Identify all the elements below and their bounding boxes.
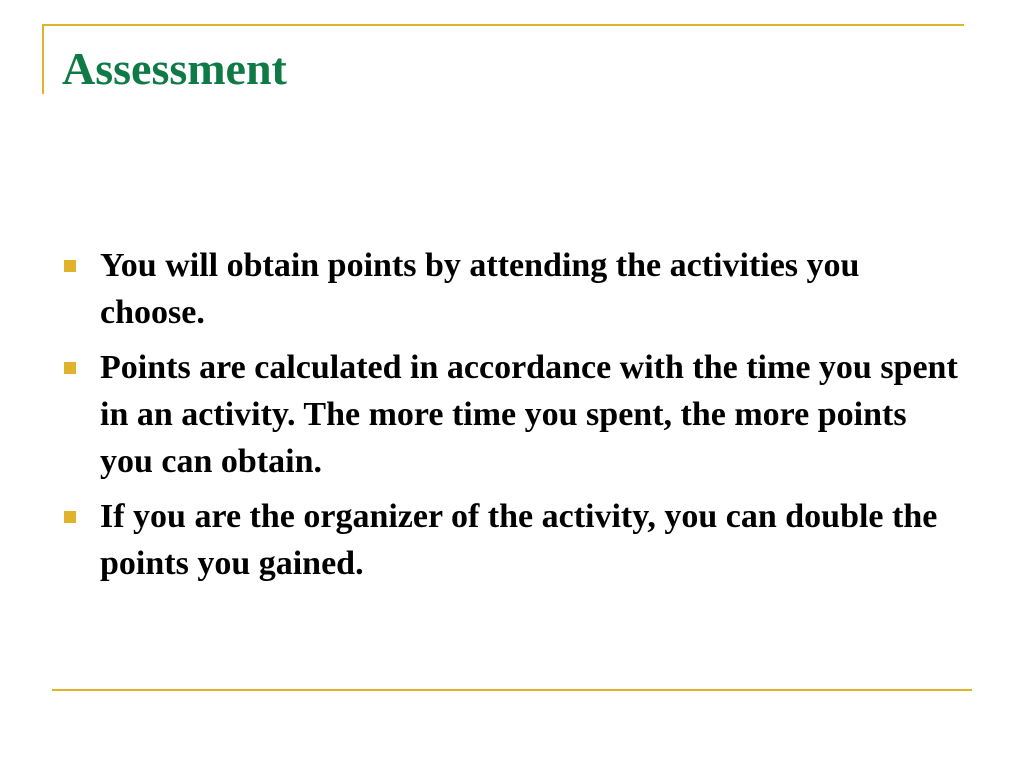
bullet-item xyxy=(62,493,962,587)
bullet-item xyxy=(62,242,962,336)
slide-title: Assessment xyxy=(62,43,287,94)
bullet-item xyxy=(62,344,962,485)
bullet-text: Points are calculated in accordance with the time you spent in an activity. The more time you spent, the more points you can obtain. xyxy=(100,349,958,480)
square-bullet-icon xyxy=(64,511,76,523)
bottom-divider-line xyxy=(52,689,972,691)
bullet-list xyxy=(62,242,962,595)
top-border-line xyxy=(42,24,964,26)
bullet-text: You will obtain points by attending the activities you choose. xyxy=(100,247,860,331)
square-bullet-icon xyxy=(64,260,76,272)
left-border-line xyxy=(42,24,44,94)
square-bullet-icon xyxy=(64,362,76,374)
bullet-text: If you are the organizer of the activity, you can double the points you gained. xyxy=(100,498,938,582)
